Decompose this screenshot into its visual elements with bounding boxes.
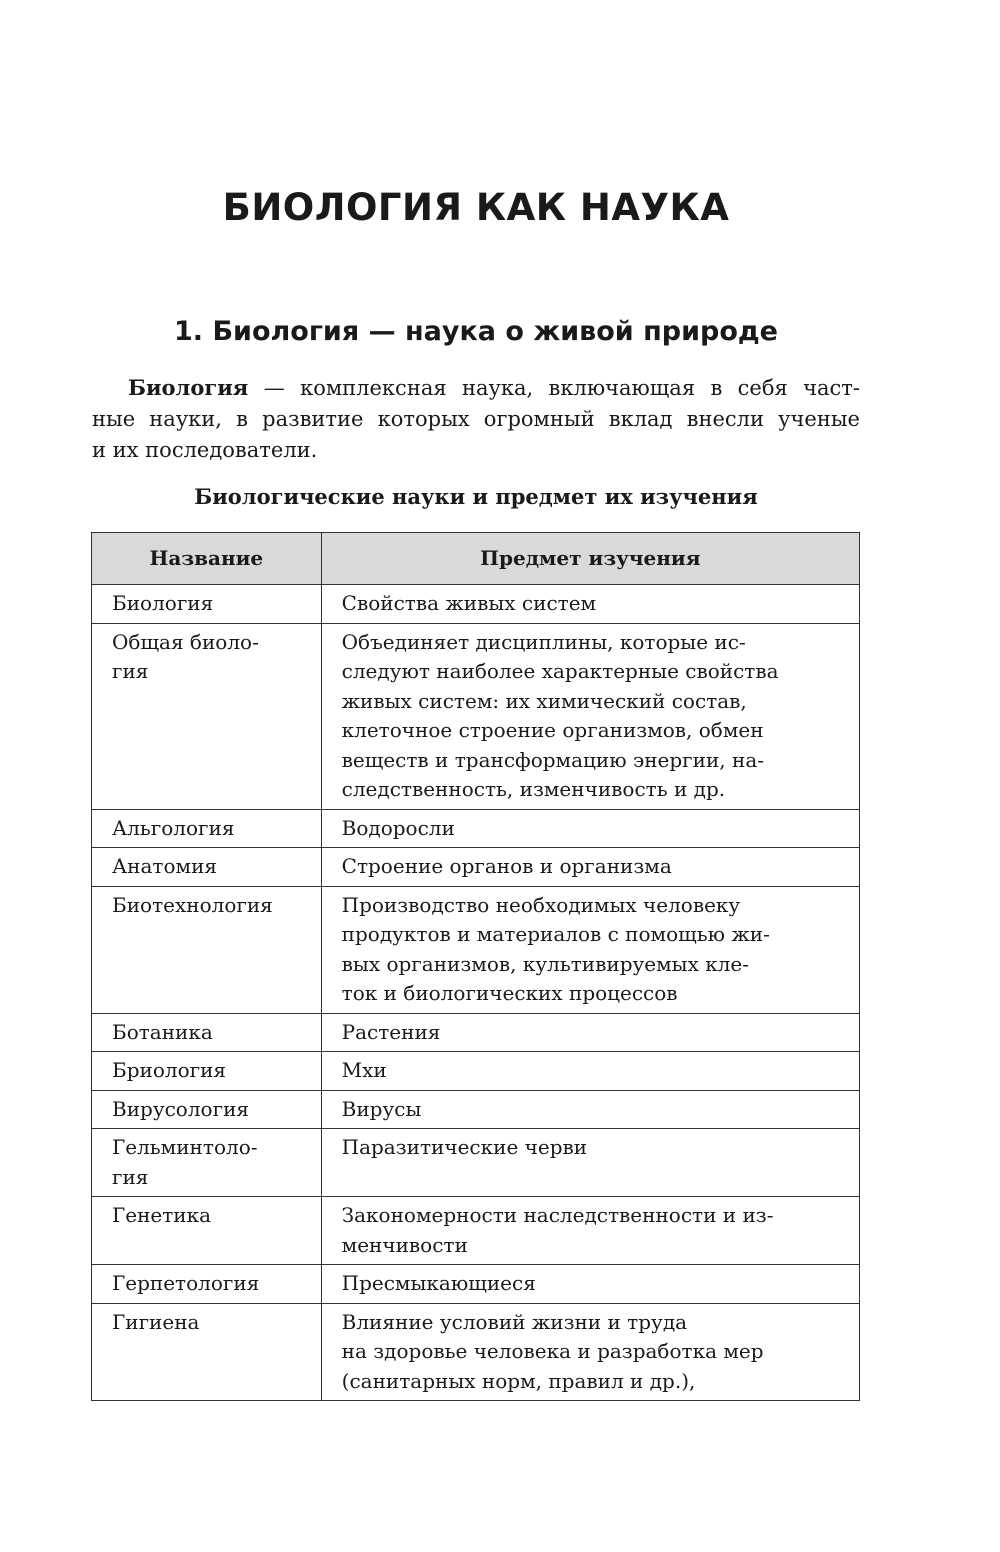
- cell-line: Биотехнология: [112, 892, 273, 917]
- cell-line: веществ и трансформацию энергии, на-: [341, 747, 765, 772]
- science-name-cell: [92, 623, 322, 809]
- science-name-cell: [92, 1129, 322, 1197]
- header-subject: Предмет изучения: [321, 533, 859, 585]
- table-body: [92, 585, 860, 1401]
- cell-line: живых систем: их химический состав,: [341, 688, 747, 713]
- science-name-cell: [92, 1013, 322, 1052]
- table-row: [92, 1197, 860, 1265]
- cell-line: Свойства живых систем: [341, 591, 597, 615]
- table-header-row: [92, 533, 860, 585]
- cell-line: Бриология: [112, 1058, 227, 1082]
- science-name-cell: [92, 1303, 322, 1401]
- intro-line-2: ные науки, в развитие которых огромный вклад внесли ученые: [92, 407, 860, 431]
- section-title: 1. Биология — наука о живой природе: [174, 316, 778, 347]
- cell-line: Закономерности наследственности и из-: [341, 1203, 774, 1227]
- chapter-title: БИОЛОГИЯ КАК НАУКА: [222, 186, 730, 229]
- cell-line: Альгология: [112, 815, 235, 840]
- cell-line: на здоровье человека и разработка мер: [341, 1339, 764, 1363]
- table-row: [92, 1129, 860, 1197]
- table-row: [92, 886, 860, 1013]
- cell-line: Объединяет дисциплины, которые ис-: [341, 629, 746, 654]
- cell-line: продуктов и материалов с помощью жи-: [341, 922, 770, 946]
- cell-line: Влияние условий жизни и труда: [341, 1309, 688, 1334]
- cell-line: гия: [112, 1164, 149, 1189]
- study-subject-cell: [321, 1129, 859, 1197]
- cell-line: Вирусы: [341, 1096, 422, 1121]
- study-subject-cell: [321, 1303, 859, 1401]
- study-subject-cell: [321, 1013, 859, 1052]
- study-subject-cell: [321, 1265, 859, 1304]
- science-name-cell: [92, 886, 322, 1013]
- table-row: [92, 809, 860, 848]
- cell-line: Биология: [112, 591, 214, 615]
- cell-line: гия: [112, 659, 149, 683]
- table-row: [92, 1052, 860, 1091]
- study-subject-cell: [321, 848, 859, 887]
- cell-line: менчивости: [341, 1232, 468, 1257]
- science-name-cell: [92, 809, 322, 848]
- cell-line: Ботаника: [112, 1019, 213, 1044]
- cell-line: клеточное строение организмов, обмен: [341, 718, 764, 742]
- table-row: [92, 848, 860, 887]
- cell-line: Производство необходимых человеку: [341, 892, 741, 917]
- intro-paragraph: [92, 372, 860, 466]
- science-name-cell: [92, 1090, 322, 1129]
- study-subject-cell: [321, 886, 859, 1013]
- science-name-cell: [92, 1052, 322, 1091]
- cell-line: следуют наиболее характерные свойства: [341, 659, 779, 683]
- study-subject-cell: [321, 1052, 859, 1091]
- table-row: [92, 585, 860, 624]
- cell-line: Пресмыкающиеся: [341, 1271, 536, 1295]
- cell-line: Герпетология: [112, 1271, 260, 1295]
- science-name-cell: [92, 585, 322, 624]
- science-name-cell: [92, 1265, 322, 1304]
- cell-line: ток и биологических процессов: [341, 981, 678, 1005]
- header-name: Название: [92, 533, 322, 585]
- study-subject-cell: [321, 1090, 859, 1129]
- cell-line: Гигиена: [112, 1309, 200, 1334]
- cell-line: следственность, изменчивость и др.: [341, 777, 726, 801]
- sciences-table: [91, 532, 860, 1401]
- table-row: [92, 1303, 860, 1401]
- cell-line: Водоросли: [341, 815, 455, 840]
- cell-line: Строение органов и организма: [341, 854, 672, 878]
- table-row: [92, 1090, 860, 1129]
- cell-line: Общая биоло-: [112, 629, 259, 654]
- intro-term: Биология: [128, 375, 249, 400]
- table-row: [92, 623, 860, 809]
- science-name-cell: [92, 1197, 322, 1265]
- study-subject-cell: [321, 1197, 859, 1265]
- table-row: [92, 1013, 860, 1052]
- cell-line: Гельминтоло-: [112, 1135, 258, 1159]
- cell-line: Растения: [341, 1019, 441, 1044]
- study-subject-cell: [321, 585, 859, 624]
- cell-line: Генетика: [112, 1203, 212, 1227]
- intro-line-3: и их последователи.: [92, 438, 318, 462]
- table-caption: Биологические науки и предмет их изучения: [194, 484, 758, 509]
- cell-line: Мхи: [341, 1058, 387, 1082]
- cell-line: Паразитические черви: [341, 1135, 588, 1159]
- cell-line: (санитарных норм, правил и др.),: [341, 1368, 696, 1393]
- intro-line-1-rest: — комплексная наука, включающая в себя част-: [248, 376, 860, 400]
- cell-line: Анатомия: [112, 854, 218, 878]
- study-subject-cell: [321, 809, 859, 848]
- study-subject-cell: [321, 623, 859, 809]
- table-row: [92, 1265, 860, 1304]
- cell-line: вых организмов, культивируемых кле-: [341, 951, 750, 976]
- intro-line-1: [92, 372, 860, 404]
- cell-line: Вирусология: [112, 1096, 250, 1121]
- science-name-cell: [92, 848, 322, 887]
